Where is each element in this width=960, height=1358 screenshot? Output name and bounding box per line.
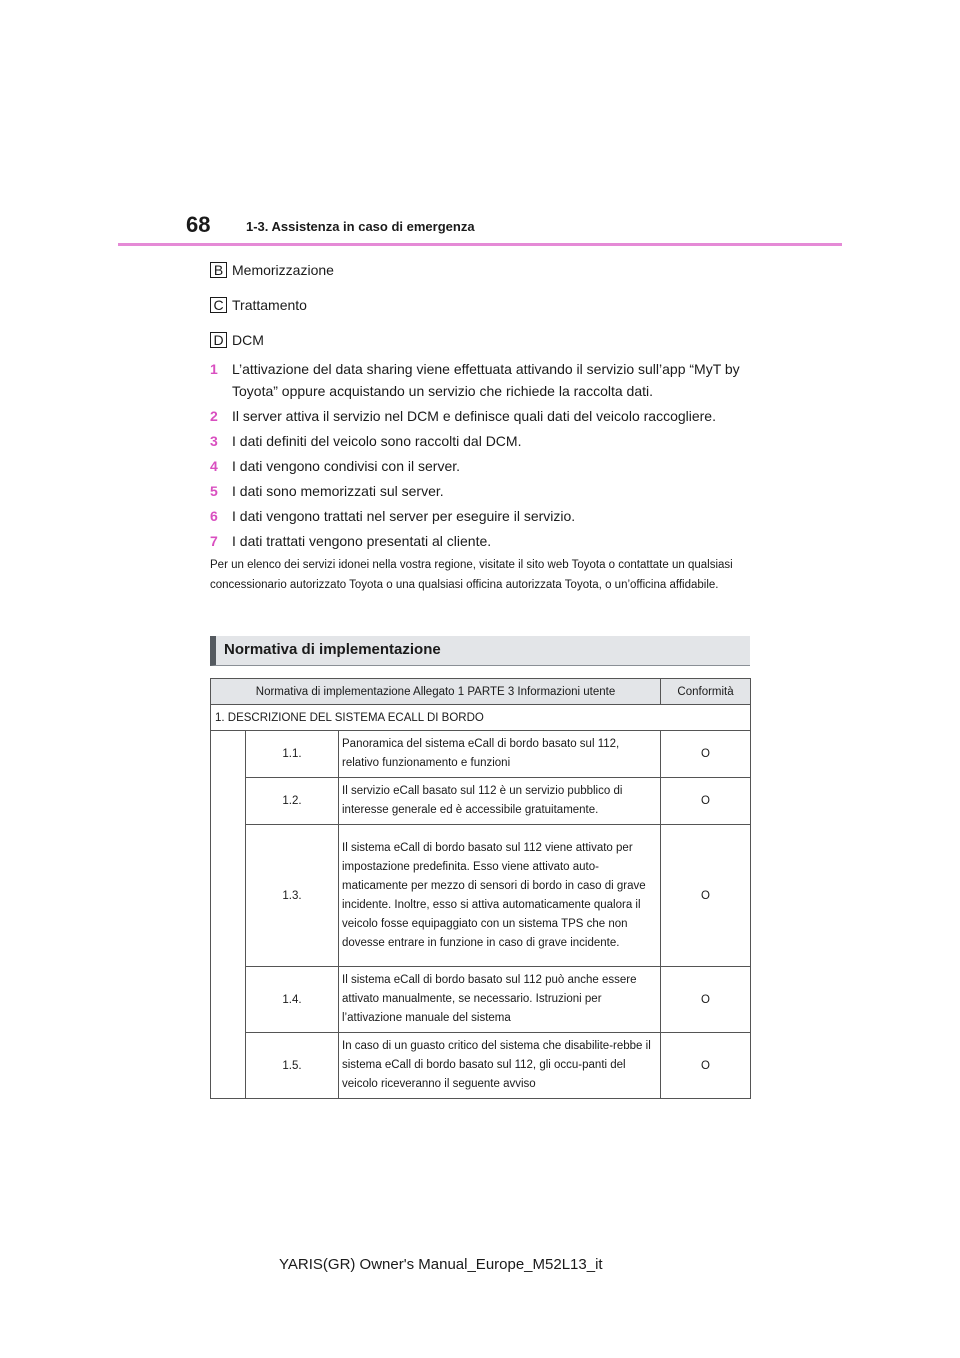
step-number: 7: [210, 533, 218, 549]
table-code-cell: 1.3.: [246, 825, 339, 967]
step-item: [210, 358, 750, 402]
legend-label: DCM: [232, 332, 264, 348]
page-number: 68: [186, 212, 211, 237]
table-conf-cell: O: [661, 1033, 751, 1099]
table-desc-cell: In caso di un guasto critico del sistema che disabilite-rebbe il sistema eCall di bordo basato sul 112, gli occu-panti del veicolo riceveranno il seguente avviso: [339, 1033, 661, 1099]
legend-label: Trattamento: [232, 297, 307, 313]
table-group-row: [211, 705, 751, 731]
table-conf-cell: O: [661, 967, 751, 1033]
legend-label: Memorizzazione: [232, 262, 334, 278]
step-text: L’attivazione del data sharing viene effettuata attivando il servizio sull’app “MyT by Toyota” oppure acquistando un servizio che richiede la raccolta dati.: [232, 361, 740, 399]
legend-item-d: [210, 332, 264, 348]
step-item: [210, 455, 750, 477]
legend-letter-box: B: [210, 262, 227, 278]
table-indent-cell: [211, 778, 246, 825]
step-number: 6: [210, 508, 218, 524]
step-item: [210, 480, 750, 502]
legend-letter-box: C: [210, 297, 227, 313]
steps-list: [210, 358, 750, 555]
legend-letter-box: D: [210, 332, 227, 348]
step-number: 3: [210, 433, 218, 449]
step-text: I dati definiti del veicolo sono raccolti dal DCM.: [232, 433, 522, 449]
table-indent-cell: [211, 825, 246, 967]
table-code-cell: 1.2.: [246, 778, 339, 825]
table-code-cell: 1.4.: [246, 967, 339, 1033]
table-indent-cell: [211, 1033, 246, 1099]
table-desc-cell: Il servizio eCall basato sul 112 è un servizio pubblico di interesse generale ed è accessibile gratuitamente.: [339, 778, 661, 825]
legend-item-b: [210, 262, 334, 278]
table-conf-cell: O: [661, 731, 751, 778]
table-row: [211, 1033, 751, 1099]
table-row: [211, 967, 751, 1033]
table-code-cell: 1.5.: [246, 1033, 339, 1099]
section-title: Normativa di implementazione: [210, 636, 750, 666]
table-conf-cell: O: [661, 778, 751, 825]
table-desc-cell: Il sistema eCall di bordo basato sul 112 può anche essere attivato manualmente, se necessario. Istruzioni per l’attivazione manuale del sistema: [339, 967, 661, 1033]
step-number: 5: [210, 483, 218, 499]
table-indent-cell: [211, 731, 246, 778]
table-header-normativa: Normativa di implementazione Allegato 1 PARTE 3 Informazioni utente: [211, 679, 661, 705]
step-text: I dati vengono condivisi con il server.: [232, 458, 461, 474]
table-row: [211, 778, 751, 825]
header-rule: [118, 243, 842, 246]
table-code-cell: 1.1.: [246, 731, 339, 778]
table-row: [211, 731, 751, 778]
table-row: [211, 825, 751, 967]
table-group-title: 1. DESCRIZIONE DEL SISTEMA ECALL DI BORDO: [211, 705, 751, 731]
table-header-row: [211, 679, 751, 705]
step-text: I dati trattati vengono presentati al cliente.: [232, 533, 492, 549]
table-indent-cell: [211, 967, 246, 1033]
table-header-conformita: Conformità: [661, 679, 751, 705]
implementation-table: [210, 678, 751, 1099]
table-desc-cell: Panoramica del sistema eCall di bordo basato sul 112, relativo funzionamento e funzioni: [339, 731, 661, 778]
step-text: Il server attiva il servizio nel DCM e definisce quali dati del veicolo raccogliere.: [232, 408, 716, 424]
step-text: I dati vengono trattati nel server per eseguire il servizio.: [232, 508, 576, 524]
step-text: I dati sono memorizzati sul server.: [232, 483, 444, 499]
step-number: 1: [210, 361, 218, 377]
step-number: 4: [210, 458, 218, 474]
table-conf-cell: O: [661, 825, 751, 967]
step-item: [210, 405, 750, 427]
legend-item-c: [210, 297, 307, 313]
footer-manual-id: YARIS(GR) Owner's Manual_Europe_M52L13_it: [279, 1256, 603, 1273]
step-number: 2: [210, 408, 218, 424]
step-item: [210, 430, 750, 452]
info-note: Per un elenco dei servizi idonei nella vostra regione, visitate il sito web Toyota o contattate un qualsiasi concessionario autorizzato Toyota o una qualsiasi officina autorizzata Toyota, o un’officina affidabile.: [210, 559, 733, 591]
step-item: [210, 530, 750, 552]
section-header: 1-3. Assistenza in caso di emergenza: [246, 219, 475, 234]
table-desc-cell: Il sistema eCall di bordo basato sul 112 viene attivato per impostazione predefinita. Esso viene attivato auto-maticamente per mezzo di sensori di bordo in caso di grave incidente. Inoltre, esso si attiva automaticamente qualora il veicolo fosse equipaggiato con un sistema TPS che non dovesse entrare in funzione in caso di grave incidente.: [339, 825, 661, 967]
step-item: [210, 505, 750, 527]
